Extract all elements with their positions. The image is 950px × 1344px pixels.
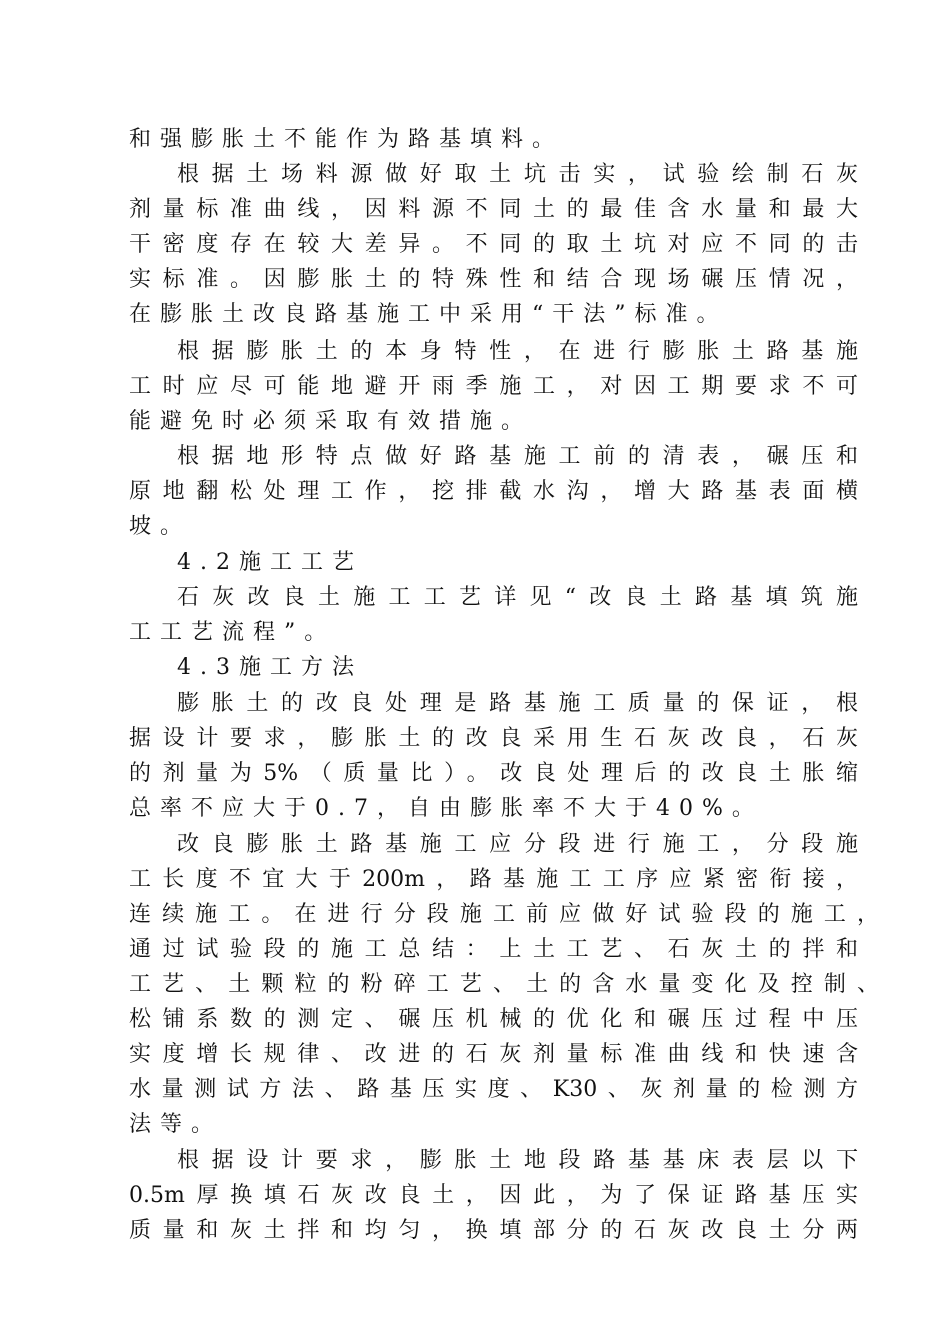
text-line: 能避免时必须采取有效措施。	[129, 409, 533, 434]
text-line: 通过试验段的施工总结：上土工艺、石灰土的拌和	[129, 937, 858, 962]
text-line: 0.5m厚换填石灰改良土，因此，为了保证路基压实	[129, 1183, 858, 1208]
text-line: 在膨胀土改良路基施工中采用“干法”标准。	[129, 302, 728, 327]
text-line: 工工艺流程”。	[129, 620, 336, 645]
text-line: 坡。	[129, 514, 192, 539]
text-line: 根据土场料源做好取土坑击实，试验绘制石灰	[177, 162, 858, 187]
text-line: 实标准。因膨胀土的特殊性和结合现场碾压情况，	[129, 267, 858, 292]
text-line: 据设计要求，膨胀土的改良采用生石灰改良，石灰	[129, 726, 858, 751]
text-line: 膨胀土的改良处理是路基施工质量的保证，根	[177, 691, 858, 716]
text-line: 剂量标准曲线，因料源不同土的最佳含水量和最大	[129, 197, 858, 222]
text-line: 根据地形特点做好路基施工前的清表，碾压和	[177, 444, 858, 469]
text-line: 根据膨胀土的本身特性，在进行膨胀土路基施	[177, 339, 858, 364]
text-line: 松铺系数的测定、碾压机械的优化和碾压过程中压	[129, 1007, 858, 1032]
section-heading: 4.3施工方法	[177, 655, 363, 680]
text-line: 工艺、土颗粒的粉碎工艺、土的含水量变化及控制、	[129, 972, 879, 997]
text-line: 连续施工。在进行分段施工前应做好试验段的施工，	[129, 902, 879, 927]
text-line: 的剂量为5%（质量比）。改良处理后的改良土胀缩	[129, 761, 858, 786]
text-line: 根据设计要求，膨胀土地段路基基床表层以下	[177, 1148, 858, 1173]
text-line: 干密度存在较大差异。不同的取土坑对应不同的击	[129, 232, 858, 257]
text-line: 工时应尽可能地避开雨季施工，对因工期要求不可	[129, 374, 858, 399]
text-line: 水量测试方法、路基压实度、K30、灰剂量的检测方	[129, 1077, 858, 1102]
text-line: 总率不应大于0.7，自由膨胀率不大于40%。	[129, 796, 763, 821]
text-line: 工长度不宜大于200m，路基施工工序应紧密衔接，	[129, 867, 858, 892]
text-line: 石灰改良土施工工艺详见“改良土路基填筑施	[177, 585, 858, 610]
section-heading: 4.2施工工艺	[177, 550, 363, 575]
text-line: 法等。	[129, 1112, 223, 1137]
text-line: 质量和灰土拌和均匀，换填部分的石灰改良土分两	[129, 1218, 858, 1243]
text-line: 和强膨胀土不能作为路基填料。	[129, 127, 564, 152]
text-line: 改良膨胀土路基施工应分段进行施工，分段施	[177, 832, 858, 857]
text-line: 原地翻松处理工作，挖排截水沟，增大路基表面横	[129, 479, 858, 504]
text-line: 实度增长规律、改进的石灰剂量标准曲线和快速含	[129, 1042, 858, 1067]
